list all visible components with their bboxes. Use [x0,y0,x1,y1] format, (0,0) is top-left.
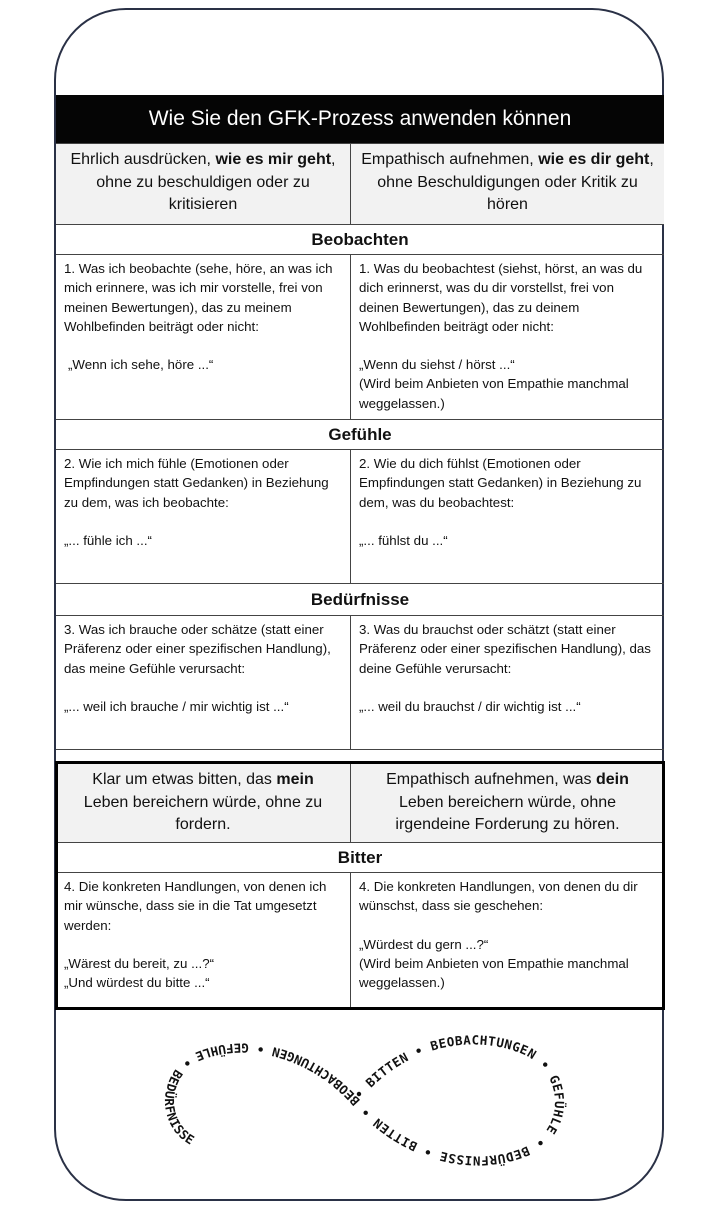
header-left-cell [56,144,351,224]
bitter-left-text: 4. Die konkreten Handlungen, von denen ich mir wünsche, dass sie in die Tat umgesetzt werden: [64,879,327,933]
bitter-left-quote-2: „Und würdest du bitte ...“ [64,975,210,991]
bitter-left-quote-1: „Wärest du bereit, zu ...?“ [64,955,215,971]
header-right-text-end: , ohne Beschuldigungen oder Kritik zu hören [377,151,654,213]
beobachten-left-text: 1. Was ich beobachte (sehe, höre, an was ich mich erinnere, was ich mir vorstelle, frei von meinen Bewertungen), das zu meinem Wohlbefinden beiträgt oder nicht: [64,261,333,334]
beobachten-right-text: 1. Was du beobachtest (siehst, hörst, an was du dich erinnerst, was du dir vorstellst, frei von deinen Bewertungen), das zu deinem Wohlbefinden beiträgt oder nicht: [359,261,643,334]
section-heading-gefuehle: Gefühle [56,420,664,450]
bottom-header-left-text: Klar um etwas bitten, das [92,771,277,788]
page-title: Wie Sie den GFK-Prozess anwenden können [56,95,664,143]
bottom-header-left-bold: mein [276,771,314,788]
request-section-frame [55,761,665,1010]
infinity-text [162,1032,567,1168]
bitter-right-quote: „Würdest du gern ...?“ [359,936,489,952]
bottom-header-right-text: Empathisch aufnehmen, was [386,771,596,788]
bottom-header-right-bold: dein [596,771,629,788]
gefuehle-left-text: 2. Wie ich mich fühle (Emotionen oder Empfindungen statt Gedanken) in Beziehung zu dem, was ich beobachte: [64,456,329,510]
bitter-right-note: (Wird beim Anbieten von Empathie manchmal weggelassen.) [359,955,629,991]
gefuehle-left-quote: „... fühle ich ...“ [64,532,152,548]
beobachten-left-quote: „Wenn ich sehe, höre ...“ [68,357,214,373]
header-left-bold: wie es mir geht [215,151,332,168]
section-heading-bitter: Bitter [56,843,664,873]
infinity-word-loop [150,1025,570,1175]
beduerfnisse-right-text: 3. Was du brauchst oder schätzt (statt einer Präferenz oder einer spezifischen Handlung), das deine Gefühle verursacht: [359,622,651,676]
beduerfnisse-right-quote: „... weil du brauchst / dir wichtig ist ...“ [359,698,581,714]
cell-gefuehle-right [351,450,664,583]
header-right-bold: wie es dir geht [538,151,650,168]
cell-beobachten-right [351,255,664,419]
beobachten-right-note: (Wird beim Anbieten von Empathie manchmal weggelassen.) [359,376,629,411]
row-gefuehle [56,450,664,584]
beobachten-right-quote: „Wenn du siehst / hörst ...“ [359,357,515,373]
cell-beduerfnisse-left [56,616,351,749]
row-beobachten [56,255,664,420]
header-right-cell [351,144,664,224]
row-beduerfnisse [56,616,664,750]
beduerfnisse-left-text: 3. Was ich brauche oder schätze (statt einer Präferenz oder einer spezifischen Handlung), das meine Gefühle verursacht: [64,622,331,676]
bitter-right-text: 4. Die konkreten Handlungen, von denen du dir wünschst, dass sie geschehen: [359,879,638,914]
gefuehle-right-quote: „... fühlst du ...“ [359,532,448,548]
header-left-text-end: , ohne zu beschuldigen oder zu kritisieren [96,151,336,213]
section-heading-beduerfnisse: Bedürfnisse [56,584,664,616]
cell-gefuehle-left [56,450,351,583]
header-row-top [56,143,664,225]
header-right-text: Empathisch aufnehmen, [361,151,539,168]
cell-beobachten-left [56,255,351,419]
gefuehle-right-text: 2. Wie du dich fühlst (Emotionen oder Empfindungen statt Gedanken) in Beziehung zu dem, was du beobachtest: [359,456,642,510]
bottom-header-left-text-end: Leben bereichern würde, ohne zu fordern. [83,793,323,833]
beduerfnisse-left-quote: „... weil ich brauche / mir wichtig ist ...“ [64,698,289,714]
section-heading-beobachten: Beobachten [56,225,664,255]
header-left-text: Ehrlich ausdrücken, [70,151,216,168]
bottom-header-right-text-end: Leben bereichern würde, ohne irgendeine Forderung zu hören. [395,793,620,833]
cell-beduerfnisse-right [351,616,664,749]
infinity-text-path: • BITTEN • BEOBACHTUNGEN • GEFÜHLE • BEDÜRFNISSE • BITTEN • BEOBACHTUNGEN • GEFÜHLE • BEDÜRFNISSE [161,1032,568,1169]
